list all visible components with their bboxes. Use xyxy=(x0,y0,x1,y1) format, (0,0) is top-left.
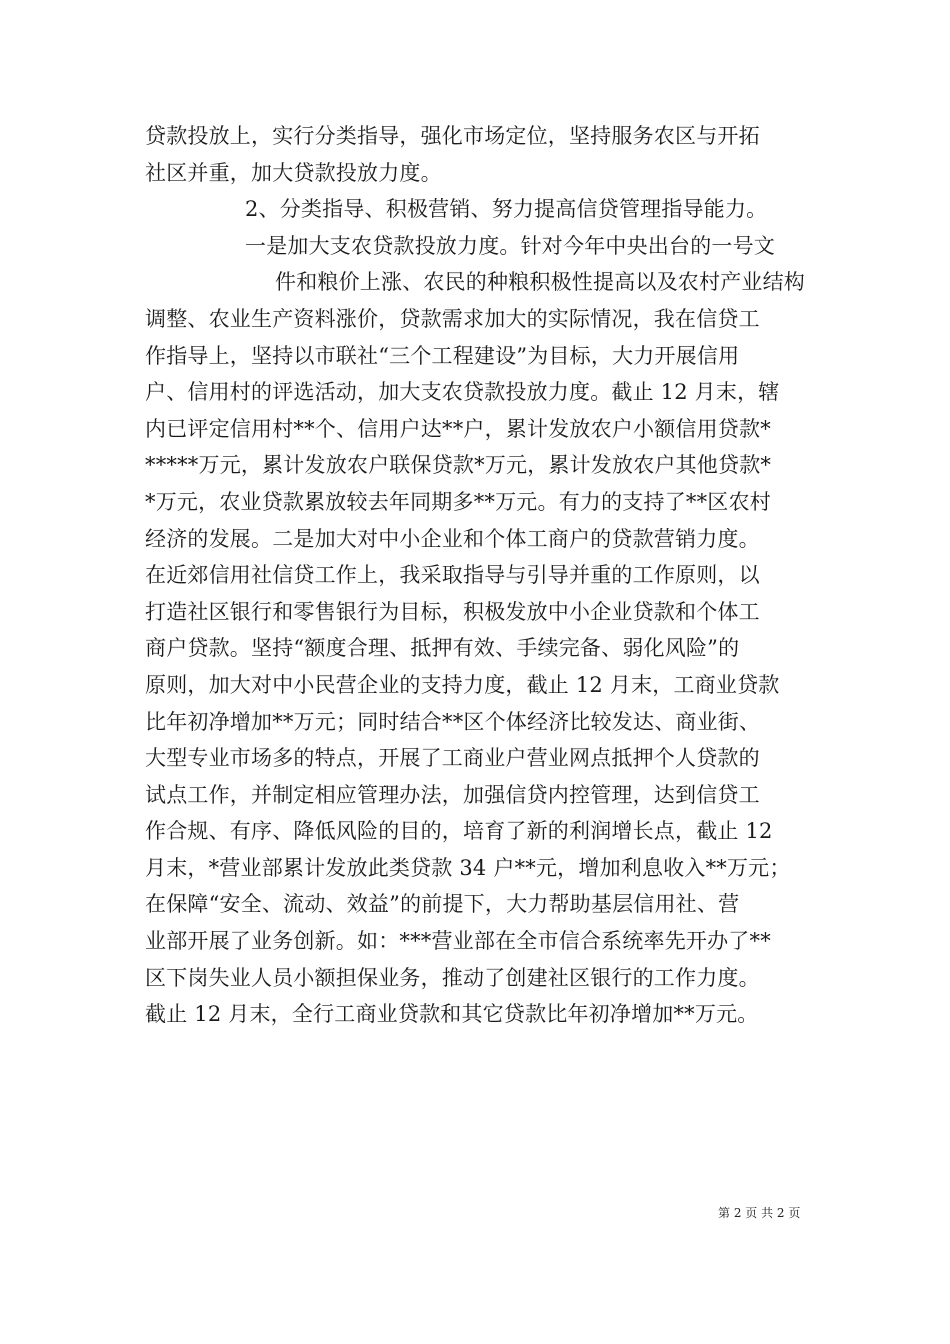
text-line-25: 截止 12 月末，全行工商业贷款和其它贷款比年初净增加**万元。 xyxy=(145,1002,759,1027)
section-heading-2: 2、分类指导、积极营销、努力提高信贷管理指导能力。 xyxy=(245,197,768,222)
text-line-22: 在保障“安全、流动、效益”的前提下，大力帮助基层信用社、营 xyxy=(145,892,740,917)
text-line-12: 经济的发展。二是加大对中小企业和个体工商户的贷款营销力度。 xyxy=(145,526,760,551)
text-line-15: 商户贷款。坚持“额度合理、抵押有效、手续完备、弱化风险”的 xyxy=(145,636,740,661)
text-line-1: 贷款投放上，实行分类指导，强化市场定位，坚持服务农区与开拓 xyxy=(145,124,760,148)
text-line-13: 在近郊信用社信贷工作上，我采取指导与引导并重的工作原则，以 xyxy=(145,563,760,588)
text-line-6: 调整、农业生产资料涨价，贷款需求加大的实际情况，我在信贷工 xyxy=(145,306,760,331)
text-line-9: 内已评定信用村**个、信用户达**户，累计发放农户小额信用贷款* xyxy=(145,416,771,441)
text-line-11: *万元，农业贷款累放较去年同期多**万元。有力的支持了**区农村 xyxy=(145,489,771,514)
text-line-20: 作合规、有序、降低风险的目的，培育了新的利润增长点，截止 12 xyxy=(145,819,773,844)
text-line-8: 户、信用村的评选活动，加大支农贷款投放力度。截止 12 月末，辖 xyxy=(145,380,780,405)
text-line-7: 作指导上，坚持以市联社“三个工程建设”为目标，大力开展信用 xyxy=(145,343,740,368)
text-line-18: 大型专业市场多的特点，开展了工商业户营业网点抵押个人贷款的 xyxy=(145,746,760,771)
text-line-24: 区下岗失业人员小额担保业务，推动了创建社区银行的工作力度。 xyxy=(145,965,760,990)
text-line-5: 件和粮价上涨、农民的种粮积极性提高以及农村产业结构 xyxy=(275,270,805,295)
text-line-2: 社区并重，加大贷款投放力度。 xyxy=(145,160,442,185)
text-line-14: 打造社区银行和零售银行为目标，积极发放中小企业贷款和个体工 xyxy=(145,599,760,624)
text-line-17: 比年初净增加**万元；同时结合**区个体经济比较发达、商业街、 xyxy=(145,709,761,734)
text-line-21: 月末，*营业部累计发放此类贷款 34 户**元，增加利息收入**万元； xyxy=(145,855,791,880)
text-line-4: 一是加大支农贷款投放力度。针对今年中央出台的一号文 xyxy=(245,233,775,258)
text-line-19: 试点工作，并制定相应管理办法，加强信贷内控管理，达到信贷工 xyxy=(145,782,760,807)
body-text xyxy=(145,118,805,1033)
text-line-10: *****万元，累计发放农户联保贷款*万元，累计发放农户其他贷款* xyxy=(145,453,772,478)
page-number-footer: 第 2 页 共 2 页 xyxy=(718,1206,801,1220)
text-line-16: 原则，加大对中小民营企业的支持力度，截止 12 月末，工商业贷款 xyxy=(145,672,780,697)
text-line-23: 业部开展了业务创新。如：***营业部在全市信合系统率先开办了** xyxy=(145,929,771,954)
